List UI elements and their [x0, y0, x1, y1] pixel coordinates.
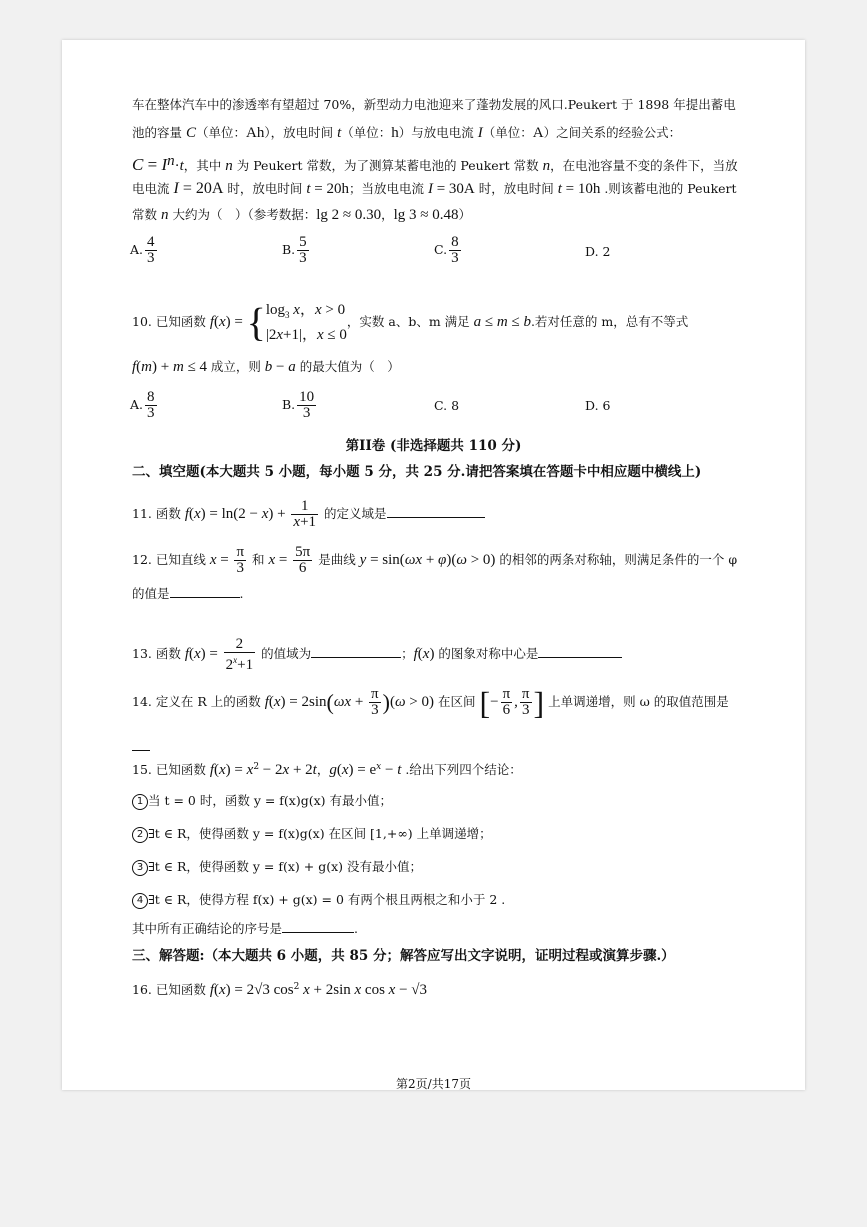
q9-line-2: 池的容量 C（单位：Ah），放电时间 t（单位：h）与放电电流 I（单位：A）之间关系的经验公式：	[132, 125, 682, 141]
q16: 16. 已知函数 f(x) = 2√3 $\cos^2 x + 2\sin$ x cos x − √3	[132, 982, 428, 999]
q10-option-c[interactable]: C. 8	[434, 398, 460, 413]
exam-page	[62, 40, 805, 1090]
q15-intro: 15. 已知函数 $f(x) = x^2 - 2x + 2t$，$g(x) = e^x - t$ .给出下列四个结论：	[132, 762, 522, 779]
q15-item-3: 3 ∃t ∈ R，使得函数 y = f(x) + g(x) 没有最小值；	[132, 858, 422, 876]
q15-closing: 其中所有正确结论的序号是 .	[132, 921, 358, 936]
q14-line-2	[132, 738, 150, 756]
q14-answer-blank[interactable]	[132, 738, 150, 751]
q10-option-b[interactable]: B. $\frac{10}{3}$	[282, 389, 315, 421]
page-footer: 第2页/共17页	[396, 1077, 471, 1091]
q13-range-blank[interactable]	[311, 645, 401, 658]
q15-item-1: 1 当 t = 0 时，函数 y = f(x)g(x) 有最小值；	[132, 792, 392, 810]
q14: 14. 定义在 R 上的函数 f(x) = 2sin(ωx + $\frac{\pi}{3}$ )(ω > 0) 在区间 [− $\frac{\pi}{6}$ , $\frac{\pi}{3}$ ] 上单调递增，则 ω 的取值范围是	[132, 684, 729, 721]
answer-heading: 三、解答题:（本大题共 6 小题，共 85 分；解答应写出文字说明，证明过程或演算步骤.）	[132, 948, 675, 964]
q9-option-b[interactable]: B. $\frac{5}{3}$	[282, 234, 307, 266]
q15-answer-blank[interactable]	[282, 920, 354, 933]
q9-line-5: 常数 n 大约为（ ）（参考数据：lg 2 ≈ 0.30，lg 3 ≈ 0.48）	[132, 207, 472, 223]
q10-option-d[interactable]: D. 6	[585, 398, 611, 413]
section-2-title: 第II卷 (非选择题共 110 分)	[345, 438, 522, 454]
q9-line-3: $C = I^n\cdot t$，其中 n 为 Peukert 常数，为了测算某蓄电池的 Peukert 常数 n，在电池容量不变的条件下，当放	[132, 153, 738, 175]
q13-center-blank[interactable]	[538, 645, 622, 658]
q9-option-a[interactable]: A. $\frac{4}{3}$	[130, 234, 155, 266]
q10-option-a[interactable]: A. $\frac{8}{3}$	[130, 389, 155, 421]
q10-stem: 10. 已知函数 $f(x) = \{\log_3$ x，x > 0 |2x+1|，x ≤ 0，实数 a、b、m 满足 a ≤ m ≤ b.若对任意的 m，总有不等式	[132, 299, 689, 345]
q12-answer-blank[interactable]	[170, 585, 240, 598]
q13: 13. 函数 f(x) = $\frac{2}{2^x+1}$ 的值域为 ；f(x) 的图象对称中心是	[132, 634, 622, 674]
fill-in-heading: 二、填空题(本大题共 5 小题，每小题 5 分，共 25 分.请把答案填在答题卡中相应题中横线上)	[132, 464, 702, 480]
q11: 11. 函数 f(x) = ln(2 − x) + $\frac{1}{x+1}$ 的定义域是	[132, 496, 485, 532]
q9-line-1: 车在整体汽车中的渗透率有望超过 70%，新型动力电池迎来了蓬勃发展的风口.Peukert 于 1898 年提出蓄电	[132, 97, 736, 112]
q12-line-2: 的值是 .	[132, 586, 244, 601]
q11-answer-blank[interactable]	[387, 505, 485, 518]
q15-item-2: 2 ∃t ∈ R，使得函数 y = f(x)g(x) 在区间 [1,+∞) 上单调递增；	[132, 825, 492, 843]
q9-option-d[interactable]: D. 2	[585, 244, 611, 259]
q15-item-4: 4 ∃t ∈ R，使得方程 f(x) + g(x) = 0 有两个根且两根之和小于 2 .	[132, 891, 505, 909]
q9-option-c[interactable]: C. $\frac{8}{3}$	[434, 234, 459, 266]
q10-line-2: f(m) + m ≤ 4 成立，则 b − a 的最大值为（ ）	[132, 359, 400, 375]
q9-line-4: 电电流 I = 20A 时，放电时间 t = 20h；当放电电流 I = 30A 时，放电时间 t = 10h .则该蓄电池的 Peukert	[132, 180, 737, 197]
q12: 12. 已知直线 x = $\frac{\pi}{3}$ 和 x = $\frac{5\pi}{6}$ 是曲线 y = sin(ωx + φ)(ω > 0) 的相邻的两条对称轴，则满足条件的一个 φ	[132, 544, 738, 576]
